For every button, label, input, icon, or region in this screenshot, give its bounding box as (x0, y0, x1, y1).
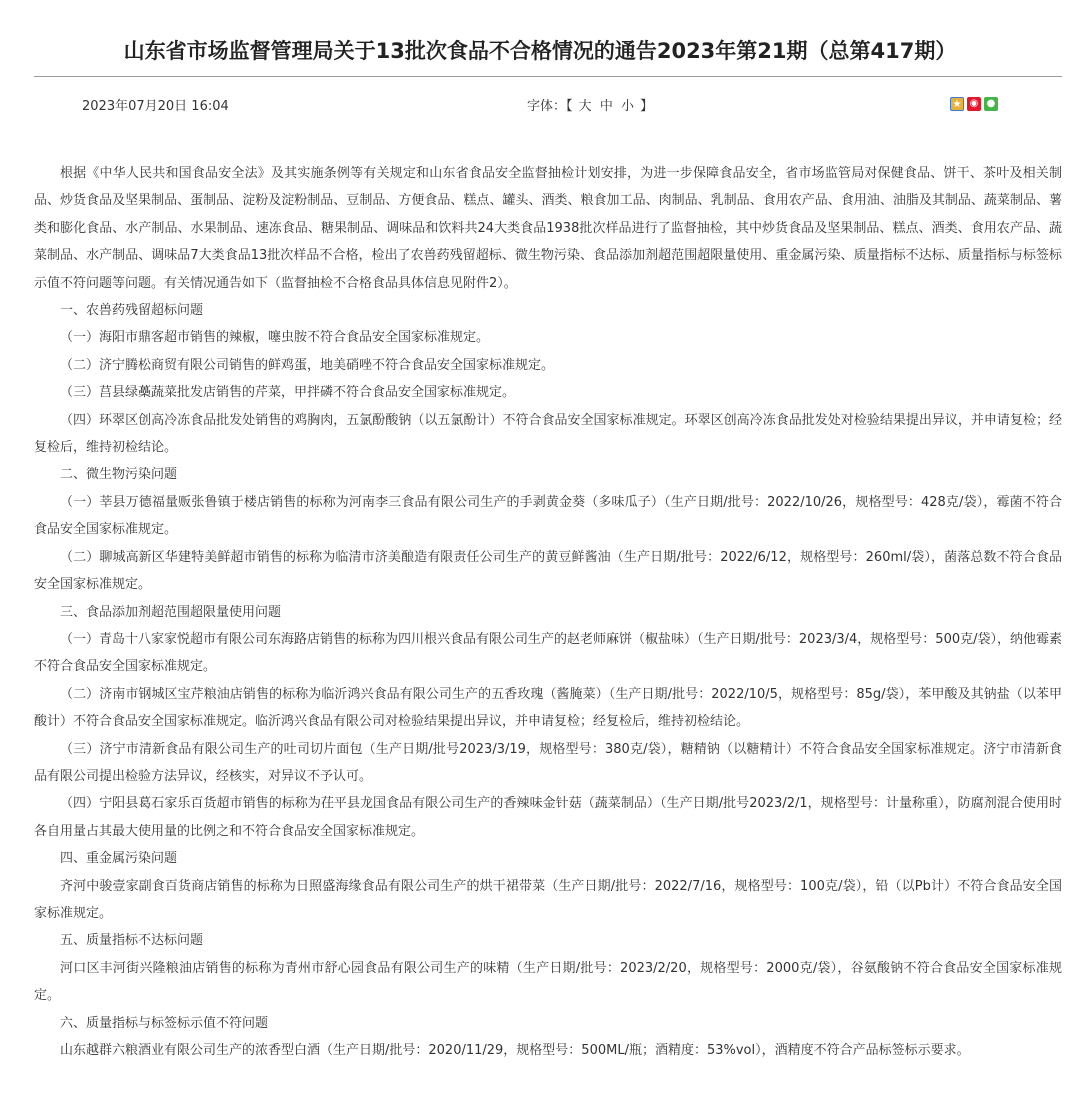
article-body (34, 160, 1062, 1064)
paragraph: （三）济宁市清新食品有限公司生产的吐司切片面包（生产日期/批号2023/3/19，规格型号：380克/袋），糖精钠（以糖精计）不符合食品安全国家标准规定。济宁市清新食品有限公司提出检验方法异议，经核实，对异议不予认可。 (34, 741, 1062, 784)
font-medium-link[interactable]: 中 (599, 99, 613, 114)
font-large-link[interactable]: 大 (578, 99, 592, 114)
paragraph: （一）莘县万德福量贩张鲁镇于楼店销售的标称为河南李三食品有限公司生产的手剥黄金葵（多味瓜子）（生产日期/批号：2022/10/26，规格型号：428克/袋），霉菌不符合食品安全国家标准规定。 (34, 494, 1062, 538)
paragraph: （一）青岛十八家家悦超市有限公司东海路店销售的标称为四川根兴食品有限公司生产的赵老师麻饼（椒盐味）（生产日期/批号：2023/3/4，规格型号：500克/袋），纳他霉素不符合食品安全国家标准规定。 (34, 631, 1062, 675)
section-heading: 一、农兽药残留超标问题 (60, 303, 204, 319)
share-buttons (950, 97, 998, 111)
wechat-icon[interactable]: ● (984, 97, 998, 111)
section-heading: 四、重金属污染问题 (60, 851, 178, 867)
paragraph: （二）济宁腾松商贸有限公司销售的鲜鸡蛋，地美硝唑不符合食品安全国家标准规定。 (60, 357, 555, 373)
font-size-label: 字体： (527, 99, 567, 114)
paragraph: 山东越群六粮酒业有限公司生产的浓香型白酒（生产日期/批号：2020/11/29，规格型号：500ML/瓶；酒精度：53%vol），酒精度不符合产品标签标示要求。 (60, 1043, 970, 1058)
paragraph: （一）海阳市鼎客超市销售的辣椒，噻虫胺不符合食品安全国家标准规定。 (60, 330, 490, 346)
article-meta (0, 77, 1080, 125)
paragraph: 齐河中骏壹家副食百货商店销售的标称为日照盛海缘食品有限公司生产的烘干裙带菜（生产日期/批号：2022/7/16，规格型号：100克/袋），铅（以Pb计）不符合食品安全国家标准规定。 (34, 878, 1062, 921)
section-heading: 三、食品添加剂超范围超限量使用问题 (60, 604, 282, 620)
font-bracket-close: 】 (640, 99, 654, 114)
paragraph: （三）莒县绿蘽蔬菜批发店销售的芹菜，甲拌磷不符合食品安全国家标准规定。 (60, 385, 516, 401)
paragraph: 根据《中华人民共和国食品安全法》及其实施条例等有关规定和山东省食品安全监督抽检计划安排，为进一步保障食品安全，省市场监管局对保健食品、饼干、茶叶及相关制品、炒货食品及坚果制品、蛋制品、淀粉及淀粉制品、豆制品、方便食品、糕点、罐头、酒类、粮食加工品、肉制品、乳制品、食用农产品、食用油、油脂及其制品、蔬菜制品、薯类和膨化食品、水产制品、水果制品、速冻食品、糖果制品、调味品和饮料共24大类食品1938批次样品进行了监督抽检，其中炒货食品及坚果制品、糕点、酒类、食用农产品、蔬菜制品、水产制品、调味品7大类食品13批次样品不合格，检出了农兽药残留超标、微生物污染、食品添加剂超范围超限量使用、重金属污染、质量指标不达标、质量指标与标签标示值不符问题等问题。有关情况通告如下（监督抽检不合格食品具体信息见附件2）。 (34, 166, 1062, 291)
paragraph: （二）济南市钢城区宝芹粮油店销售的标称为临沂鸿兴食品有限公司生产的五香玫瑰（酱腌菜）（生产日期/批号：2022/10/5，规格型号：85g/袋），苯甲酸及其钠盐（以苯甲酸计）不符合食品安全国家标准规定。临沂鸿兴食品有限公司对检验结果提出异议，并申请复检；经复检后，维持初检结论。 (34, 686, 1062, 730)
font-small-link[interactable]: 小 (620, 99, 634, 114)
qzone-icon[interactable]: ★ (950, 97, 964, 111)
section-heading: 六、质量指标与标签标示值不符问题 (60, 1015, 269, 1031)
publish-date: 2023年07月20日 16:04 (82, 99, 229, 114)
paragraph: （四）宁阳县葛石家乐百货超市销售的标称为茌平县龙国食品有限公司生产的香辣味金针菇（蔬菜制品）（生产日期/批号2023/2/1，规格型号：计量称重），防腐剂混合使用时各自用量占其最大使用量的比例之和不符合食品安全国家标准规定。 (34, 796, 1062, 839)
font-bracket-open: 【 (566, 99, 573, 114)
weibo-icon[interactable]: ◉ (967, 97, 981, 111)
paragraph: 河口区丰河街兴隆粮油店销售的标称为青州市舒心园食品有限公司生产的味精（生产日期/批号：2023/2/20，规格型号：2000克/袋），谷氨酸钠不符合食品安全国家标准规定。 (34, 960, 1062, 1004)
font-size-controls (527, 95, 653, 114)
section-heading: 五、质量指标不达标问题 (60, 933, 204, 949)
paragraph: （二）聊城高新区华建特美鲜超市销售的标称为临清市济美酿造有限责任公司生产的黄豆鲜酱油（生产日期/批号：2022/6/12，规格型号：260ml/袋），菌落总数不符合食品安全国家标准规定。 (34, 549, 1062, 593)
section-heading: 二、微生物污染问题 (60, 467, 178, 483)
page-title: 山东省市场监督管理局关于13批次食品不合格情况的通告2023年第21期（总第417期） (123, 39, 957, 63)
paragraph: （四）环翠区创高冷冻食品批发处销售的鸡胸肉，五氯酚酸钠（以五氯酚计）不符合食品安全国家标准规定。环翠区创高冷冻食品批发处对检验结果提出异议，并申请复检；经复检后，维持初检结论。 (34, 412, 1062, 456)
